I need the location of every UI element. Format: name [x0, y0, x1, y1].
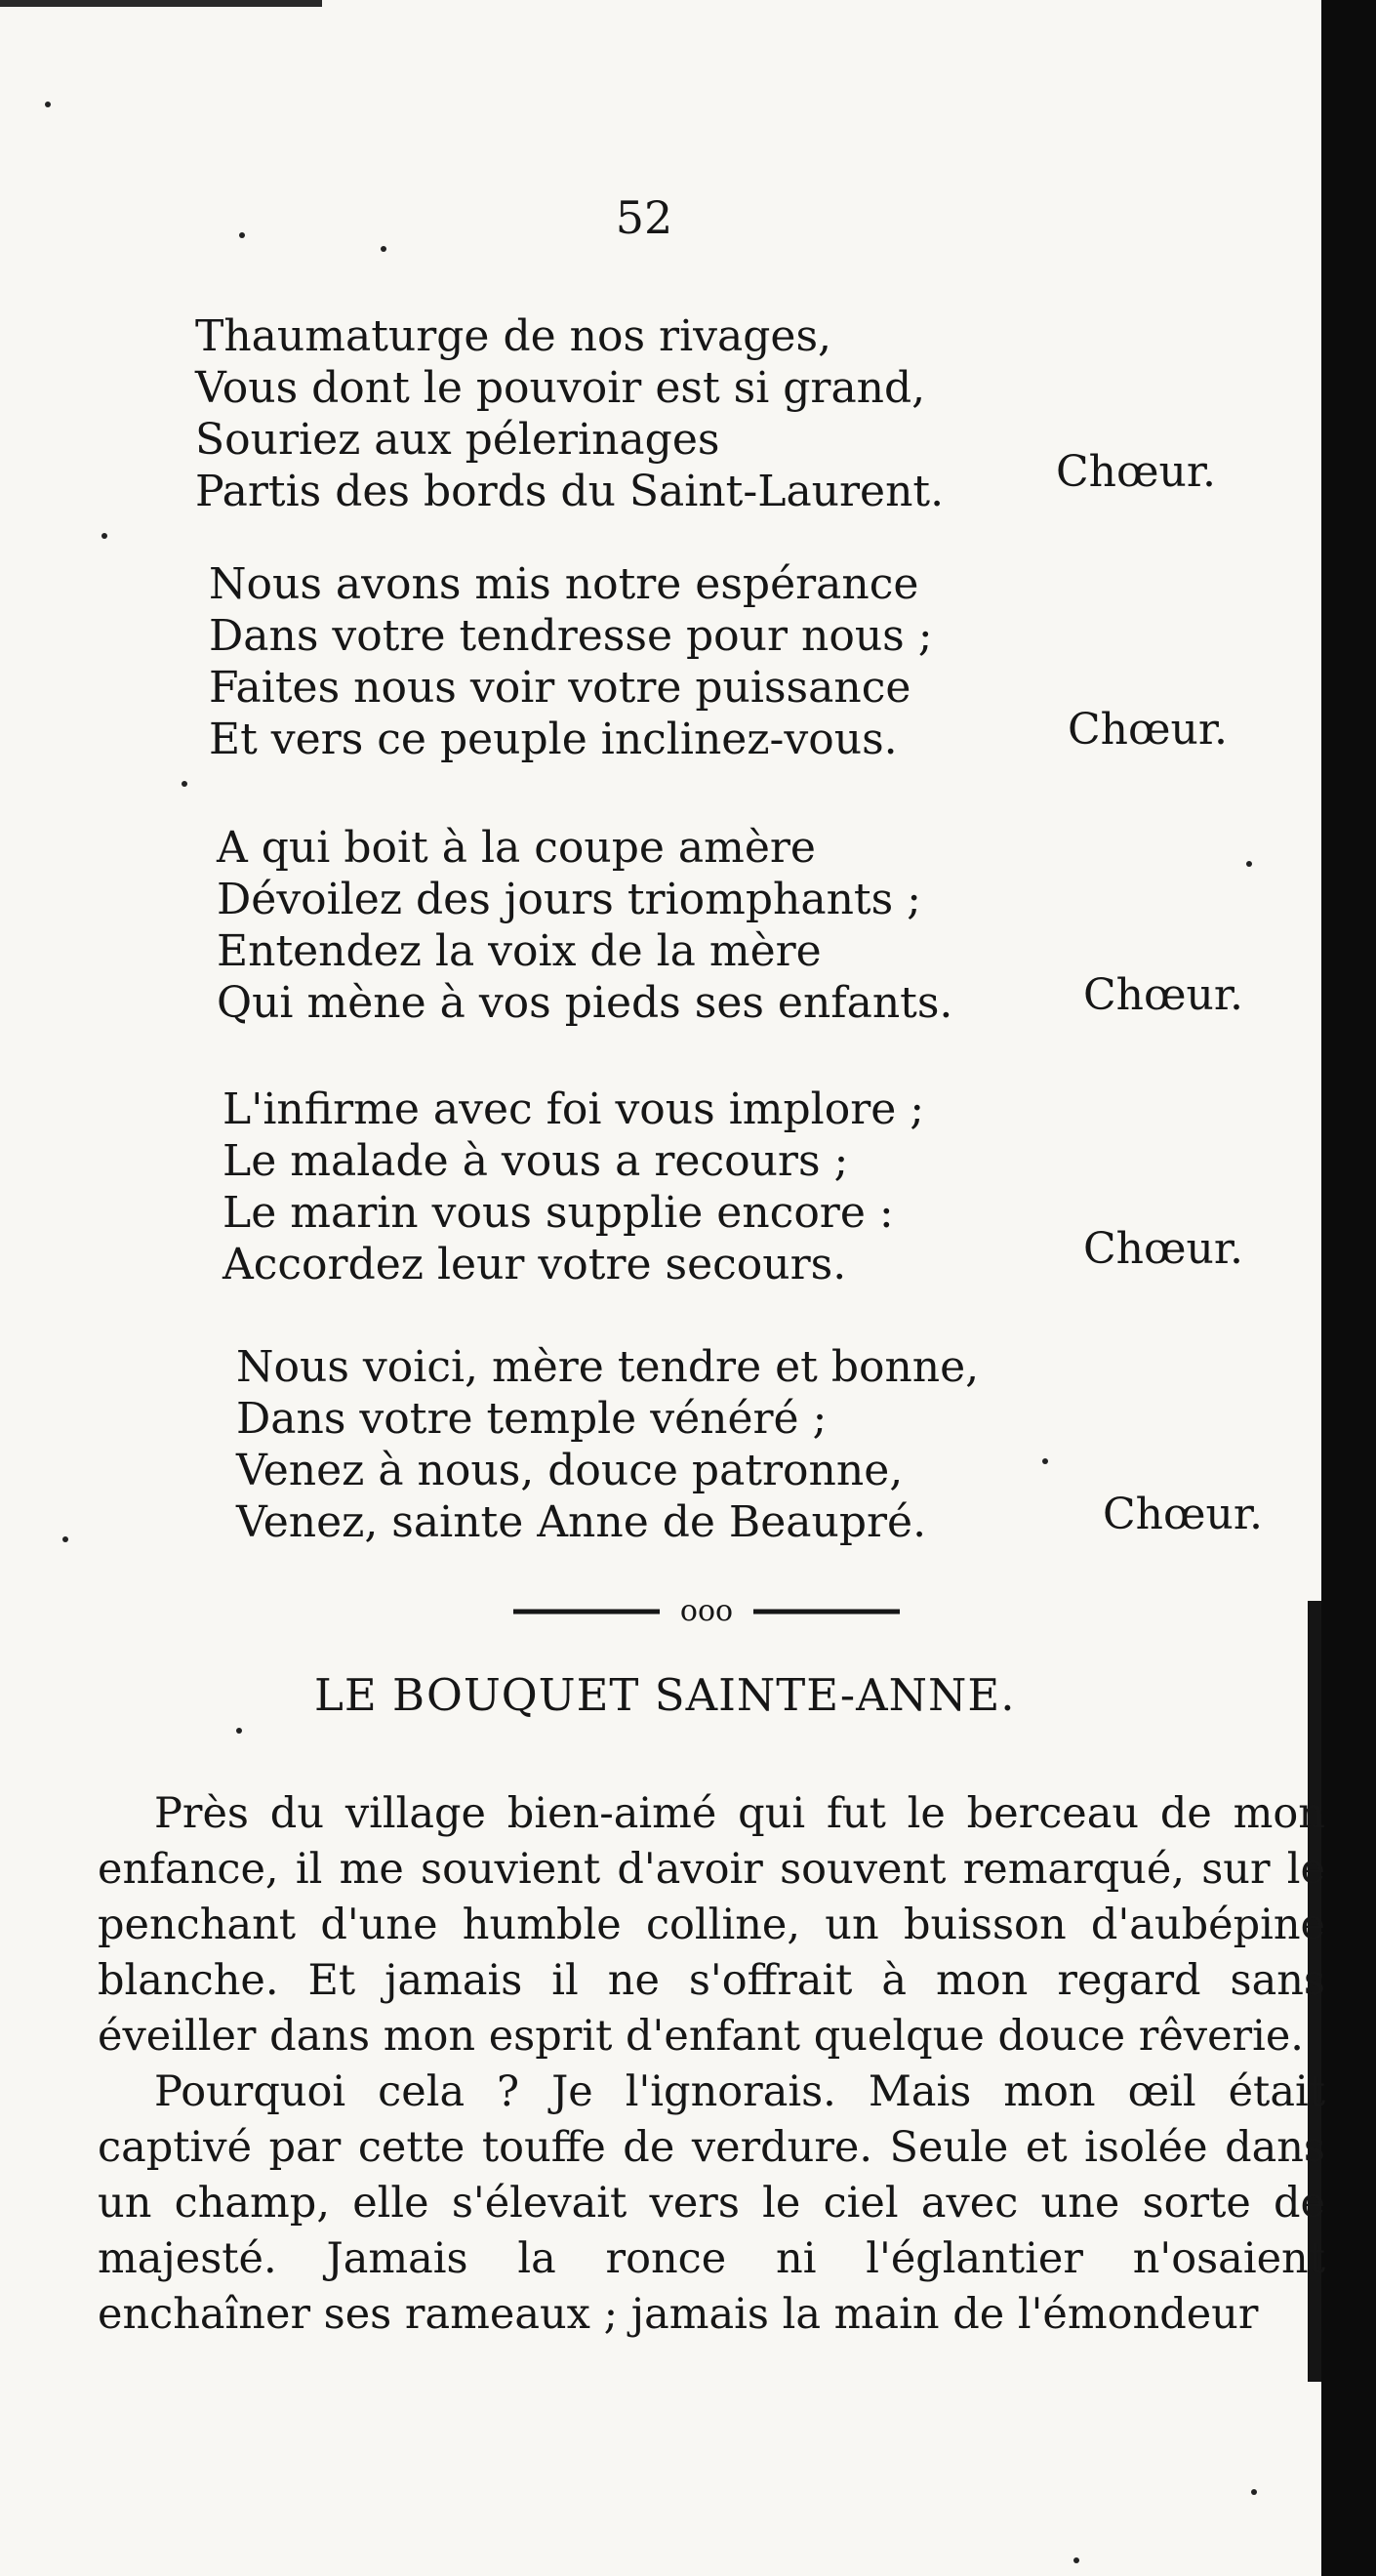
verse-line: Nous avons mis notre espérance — [209, 559, 919, 609]
verse-line: Venez, sainte Anne de Beaupré. — [236, 1497, 927, 1547]
verse-line: Nous voici, mère tendre et bonne, — [236, 1342, 980, 1392]
scan-speck — [45, 102, 51, 107]
paragraph: Pourquoi cela ? Je l'ignorais. Mais mon œil était captivé par cette touffe de verdure. Seule et isolée dans un champ, elle s'élevait vers le ciel avec une sorte de majesté. Jamais la ronce ni l'églantier n'osaient enchaîner ses rameaux ; jamais la main de l'émondeur — [98, 2067, 1325, 2339]
page-number: 52 — [615, 191, 673, 244]
separator-glyphs: ooo — [679, 1597, 734, 1626]
paragraph: Près du village bien-aimé qui fut le berceau de mon enfance, il me souvient d'avoir souvent remarqué, sur le penchant d'une humble colline, un buisson d'aubépine blanche. Et jamais il ne s'offrait à mon regard sans éveiller dans mon esprit d'enfant quelque douce rêverie. — [98, 1789, 1325, 2061]
scan-speck — [236, 1728, 242, 1734]
refrain-label: Chœur. — [1068, 705, 1229, 755]
ornament-separator — [513, 1597, 900, 1626]
verse-line: L'infirme avec foi vous implore ; — [223, 1084, 925, 1134]
refrain-label: Chœur. — [1056, 447, 1217, 497]
verse-line: Le marin vous supplie encore : — [223, 1188, 894, 1238]
verse-line: A qui boit à la coupe amère — [217, 823, 816, 873]
prose-body — [98, 1786, 1325, 2343]
verse-line: Qui mène à vos pieds ses enfants. — [217, 978, 953, 1028]
section-title: LE BOUQUET SAINTE-ANNE. — [314, 1669, 1016, 1721]
scan-speck — [101, 533, 107, 539]
scan-speck — [62, 1536, 68, 1542]
refrain-label: Chœur. — [1083, 1224, 1244, 1274]
scan-speck — [1073, 2557, 1079, 2563]
verse-line: Partis des bords du Saint-Laurent. — [195, 467, 945, 516]
verse-line: Le malade à vous a recours ; — [223, 1136, 849, 1186]
scan-speck — [182, 781, 187, 787]
refrain-label: Chœur. — [1103, 1490, 1264, 1539]
scan-speck — [239, 232, 245, 238]
scan-speck — [381, 246, 386, 252]
verse-line: Dévoilez des jours triomphants ; — [217, 875, 922, 924]
verse-line: Thaumaturge de nos rivages, — [195, 311, 832, 361]
verse-line: Souriez aux pélerinages — [195, 415, 720, 465]
verse-line: Entendez la voix de la mère — [217, 926, 822, 976]
scan-speck — [1251, 2489, 1257, 2495]
verse-line: Dans votre temple vénéré ; — [236, 1394, 828, 1444]
verse-line: Dans votre tendresse pour nous ; — [209, 611, 933, 661]
verse-line: Venez à nous, douce patronne, — [236, 1446, 904, 1495]
verse-line: Faites nous voir votre puissance — [209, 663, 911, 713]
refrain-label: Chœur. — [1083, 970, 1244, 1020]
verse-line: Accordez leur votre secours. — [223, 1240, 847, 1289]
verse-line: Et vers ce peuple inclinez-vous. — [209, 715, 898, 764]
verse-line: Vous dont le pouvoir est si grand, — [195, 363, 926, 413]
scan-top-edge — [0, 0, 322, 7]
